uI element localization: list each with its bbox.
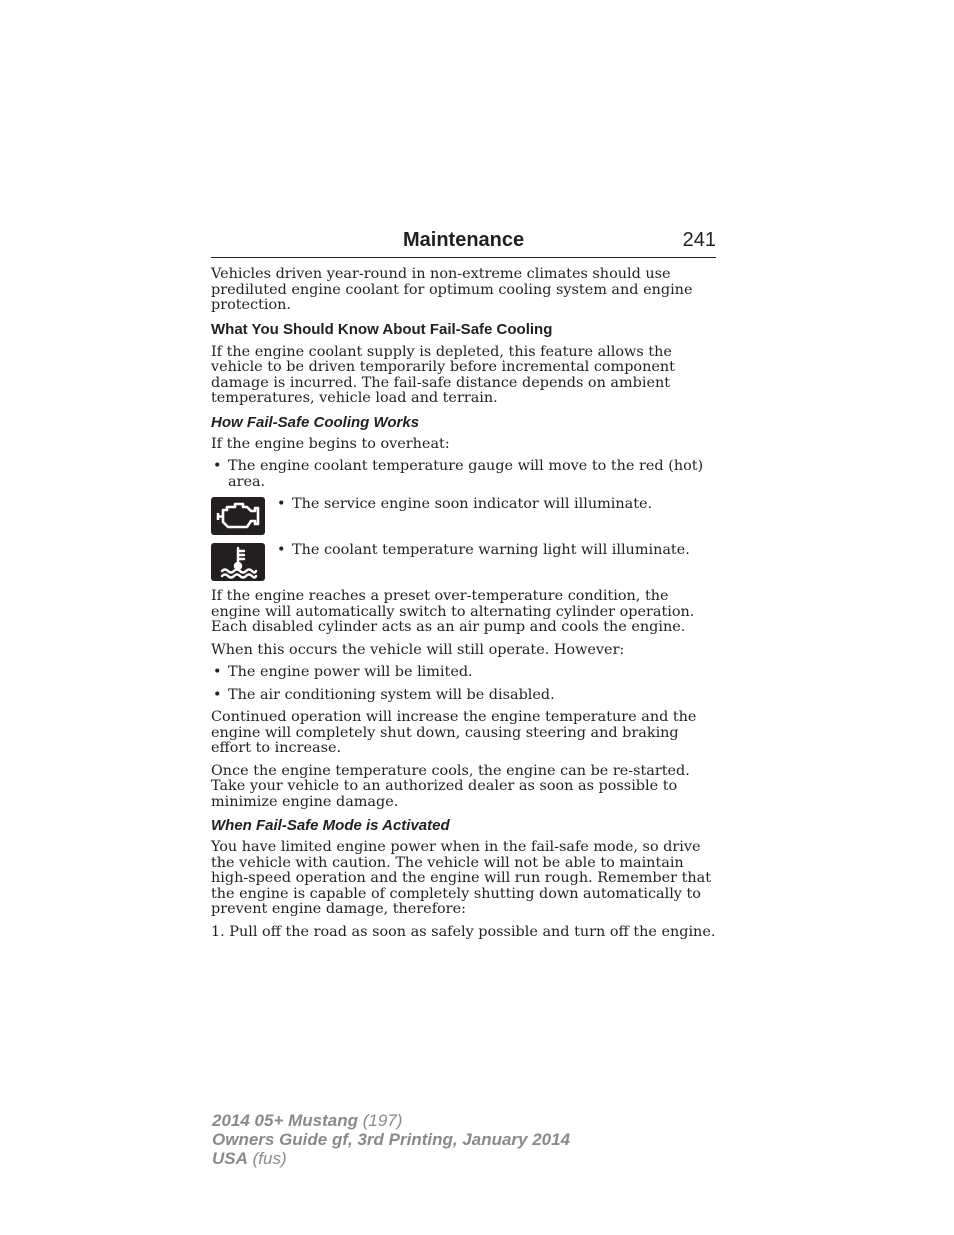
continued-operation-paragraph: Continued operation will increase the engine temperature and the engine will completely shut down, causing steering and braking effort to increase.	[211, 709, 697, 756]
heading-fail-safe-cooling: What You Should Know About Fail-Safe Cooling	[211, 320, 553, 338]
footer-model-code: (197)	[358, 1111, 403, 1130]
footer-line-3	[212, 1149, 570, 1168]
heading-how-it-works: How Fail-Safe Cooling Works	[211, 413, 420, 431]
footer-edition: Owners Guide gf, 3rd Printing, January 2014	[212, 1130, 571, 1149]
footer-line-2	[212, 1130, 570, 1149]
list-item: • The coolant temperature warning light will illuminate.	[275, 543, 690, 559]
list-item: • The service engine soon indicator will illuminate.	[275, 497, 652, 513]
footer-model: 2014 05+ Mustang	[212, 1111, 358, 1130]
list-item: • The air conditioning system will be disabled.	[211, 688, 716, 704]
fail-safe-description: If the engine coolant supply is depleted, this feature allows the vehicle to be driven temporarily before incremental component damage is incurred. The fail-safe distance depends on ambient temperatures, vehicle load and terrain.	[211, 343, 675, 406]
over-temperature-paragraph: If the engine reaches a preset over-temperature condition, the engine will automatically switch to alternating cylinder operation. Each disabled cylinder acts as an air pump and cools the engine.	[211, 588, 695, 635]
check-engine-icon	[211, 497, 265, 535]
page-number: 241	[682, 229, 716, 251]
restart-paragraph: Once the engine temperature cools, the engine can be re-started. Take your vehicle to an authorized dealer as soon as possible to minimize engine damage.	[211, 762, 690, 810]
footer-market-code: (fus)	[247, 1149, 287, 1168]
manual-page	[211, 228, 716, 947]
page-header	[211, 228, 716, 258]
section-title: Maintenance	[403, 229, 525, 251]
intro-paragraph: Vehicles driven year-round in non-extreme climates should use prediluted engine coolant for optimum cooling system and engine protection.	[211, 266, 693, 313]
list-item: • The engine power will be limited.	[211, 665, 716, 681]
step-1: 1. Pull off the road as soon as safely possible and turn off the engine.	[211, 923, 716, 940]
coolant-temperature-icon	[211, 543, 265, 581]
indicator-row-engine	[211, 497, 716, 535]
overheat-lead: If the engine begins to overheat:	[211, 435, 450, 452]
fail-safe-mode-paragraph: You have limited engine power when in the fail-safe mode, so drive the vehicle with caution. The vehicle will not be able to maintain high-speed operation and the engine will run rough. Remember that the engine is capable of completely shutting down automatically to prevent engine damage, therefore:	[211, 839, 711, 917]
heading-fail-safe-activated: When Fail-Safe Mode is Activated	[211, 817, 450, 834]
footer-market: USA	[212, 1149, 248, 1168]
gauge-bullet-list	[211, 459, 716, 490]
indicator-row-coolant	[211, 543, 716, 581]
footer-line-1	[212, 1111, 570, 1130]
page-footer	[212, 1111, 570, 1168]
limitations-list	[211, 665, 716, 703]
list-item: • The engine coolant temperature gauge will move to the red (hot) area.	[211, 459, 716, 490]
still-operate-paragraph: When this occurs the vehicle will still operate. However:	[211, 641, 625, 658]
